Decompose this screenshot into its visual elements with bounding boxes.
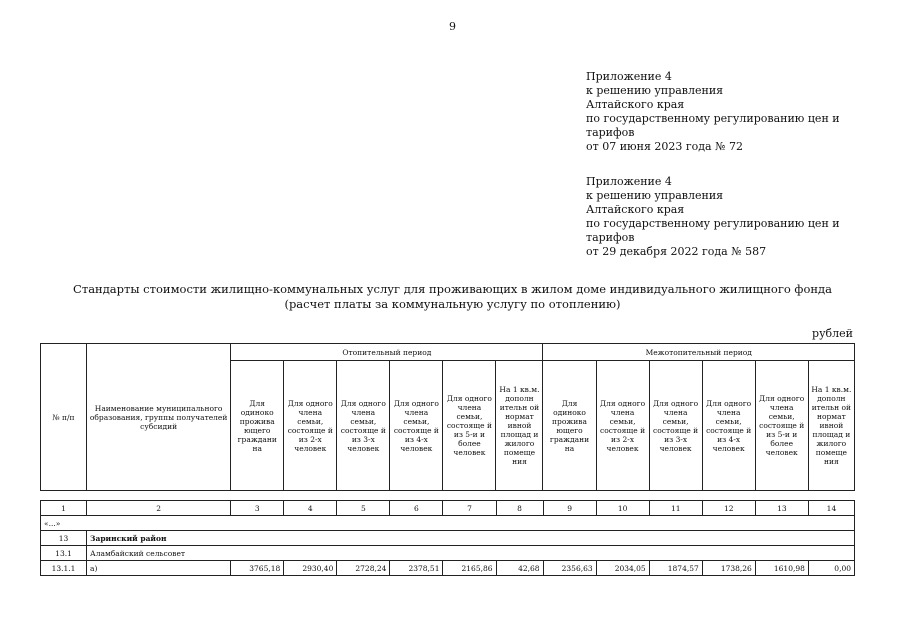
- column-number: 2: [87, 501, 231, 516]
- table-row: [41, 561, 855, 576]
- appendix-line: по государственному регулированию цен и: [586, 112, 840, 125]
- appendix-line: по государственному регулированию цен и: [586, 217, 840, 230]
- value-cell: 1738,26: [702, 561, 755, 576]
- column-number-row: [41, 501, 855, 516]
- header-name: Наименование муниципального образования, группы получателей субсидий: [87, 344, 231, 491]
- column-number: 13: [755, 501, 808, 516]
- row-number: 13.1.1: [41, 561, 87, 576]
- table-header: [40, 343, 855, 491]
- value-cell: 1610,98: [755, 561, 808, 576]
- value-cell: 2930,40: [284, 561, 337, 576]
- column-number: 9: [543, 501, 596, 516]
- header-subcol: Для одиноко прожива ющего граждани на: [543, 361, 596, 491]
- column-number: 10: [596, 501, 649, 516]
- value-cell: 42,68: [496, 561, 543, 576]
- district-name: Заринский район: [87, 531, 855, 546]
- value-cell: 2728,24: [337, 561, 390, 576]
- value-cell: 3765,18: [231, 561, 284, 576]
- column-number: 3: [231, 501, 284, 516]
- appendix-line: Алтайского края: [586, 203, 685, 216]
- header-interheating-period: Межотопительный период: [543, 344, 855, 361]
- ellipsis-cell: «...»: [41, 516, 855, 531]
- value-cell: 1874,57: [649, 561, 702, 576]
- header-subcol: Для одного члена семьи, состояще й из 3-х человек: [337, 361, 390, 491]
- value-cell: 2356,63: [543, 561, 596, 576]
- row-number: 13: [41, 531, 87, 546]
- header-subcol: Для одного члена семьи, состояще й из 4-х человек: [390, 361, 443, 491]
- row-number: 13.1: [41, 546, 87, 561]
- appendix-line: к решению управления: [586, 189, 724, 202]
- header-subcol: На 1 кв.м. дополн ительн ой нормат ивной площад и жилого помеще ния: [808, 361, 854, 491]
- appendix-block-current: [586, 70, 886, 154]
- column-number: 14: [808, 501, 854, 516]
- table-row: [41, 531, 855, 546]
- header-num: № п/п: [41, 344, 87, 491]
- column-number: 11: [649, 501, 702, 516]
- column-number: 6: [390, 501, 443, 516]
- appendix-line: Приложение 4: [586, 70, 672, 83]
- appendix-line: тарифов: [586, 126, 635, 139]
- row-name: а): [87, 561, 231, 576]
- title-line-2: (расчет платы за коммунальную услугу по отоплению): [284, 297, 621, 311]
- appendix-block-previous: [586, 175, 886, 259]
- value-cell: 0,00: [808, 561, 854, 576]
- value-cell: 2165,86: [443, 561, 496, 576]
- header-heating-period: Отопительный период: [231, 344, 543, 361]
- appendix-line: тарифов: [586, 231, 635, 244]
- value-cell: 2034,05: [596, 561, 649, 576]
- table-body: [40, 500, 855, 576]
- appendix-line: Приложение 4: [586, 175, 672, 188]
- appendix-line: от 29 декабря 2022 года № 587: [586, 245, 767, 258]
- header-subcol: Для одного члена семьи, состояще й из 4-х человек: [702, 361, 755, 491]
- column-number: 5: [337, 501, 390, 516]
- title-line-1: Стандарты стоимости жилищно-коммунальных услуг для проживающих в жилом доме индивидуального жилищного фонда: [73, 282, 832, 296]
- document-title: [0, 282, 905, 312]
- column-number: 4: [284, 501, 337, 516]
- column-number: 1: [41, 501, 87, 516]
- appendix-line: от 07 июня 2023 года № 72: [586, 140, 743, 153]
- value-cell: 2378,51: [390, 561, 443, 576]
- column-number: 8: [496, 501, 543, 516]
- table-row: [41, 516, 855, 531]
- appendix-line: Алтайского края: [586, 98, 685, 111]
- header-subcol: Для одного члена семьи, состояще й из 5-и и более человек: [443, 361, 496, 491]
- header-subcol: На 1 кв.м. дополн ительн ой нормат ивной площад и жилого помеще ния: [496, 361, 543, 491]
- header-subcol: Для одного члена семьи, состояще й из 3-х человек: [649, 361, 702, 491]
- column-number: 12: [702, 501, 755, 516]
- header-subcol: Для одного члена семьи, состояще й из 2-х человек: [284, 361, 337, 491]
- column-number: 7: [443, 501, 496, 516]
- currency-unit: рублей: [812, 327, 853, 340]
- header-subcol: Для одного члена семьи, состояще й из 2-х человек: [596, 361, 649, 491]
- appendix-line: к решению управления: [586, 84, 724, 97]
- table-row: [41, 546, 855, 561]
- page-number: 9: [449, 20, 456, 33]
- header-subcol: Для одиноко прожива ющего граждани на: [231, 361, 284, 491]
- header-subcol: Для одного члена семьи, состояще й из 5-и и более человек: [755, 361, 808, 491]
- council-name: Аламбайский сельсовет: [87, 546, 855, 561]
